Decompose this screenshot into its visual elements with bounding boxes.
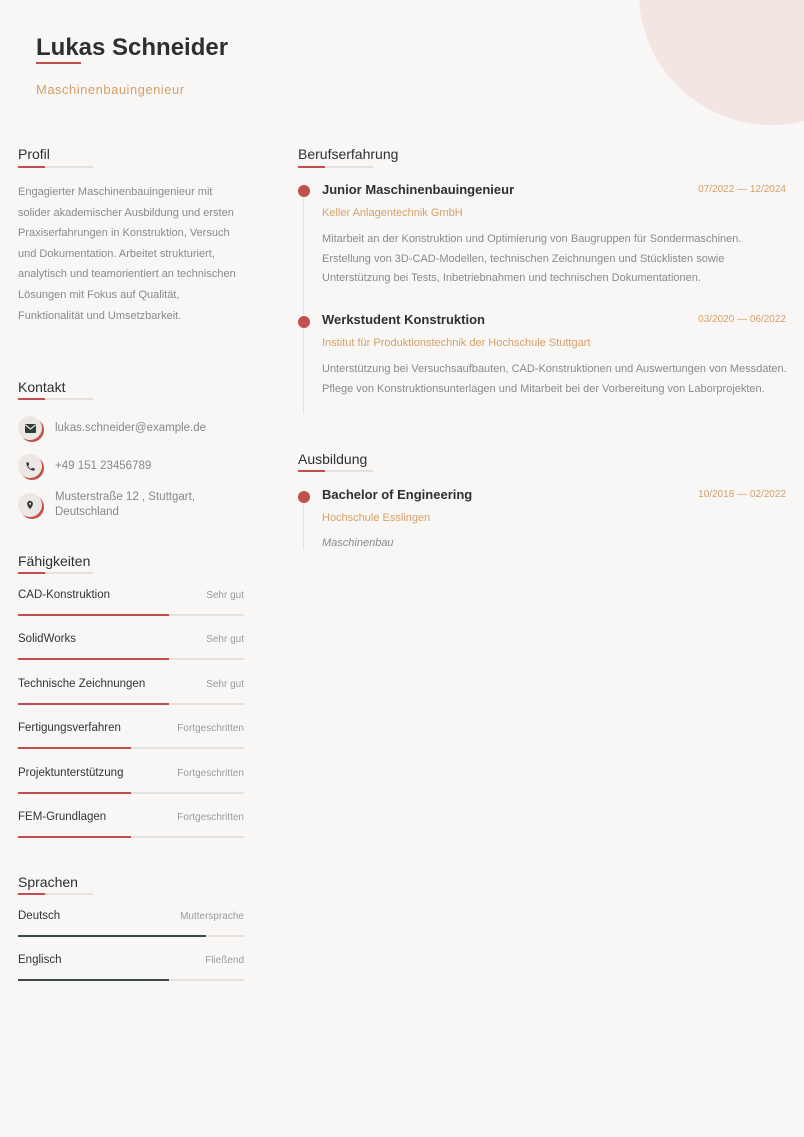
section-title-education: Ausbildung — [298, 451, 368, 467]
section-title-profile: Profil — [18, 146, 50, 162]
education-date: 10/2018 — 02/2022 — [698, 489, 786, 500]
contact-address — [18, 490, 195, 520]
section-title-experience: Berufserfahrung — [298, 146, 399, 162]
address-text — [55, 490, 195, 520]
skill-level: Sehr gut — [206, 590, 244, 601]
section-rule — [18, 166, 93, 168]
skill-bar-track — [18, 658, 244, 660]
section-title-languages: Sprachen — [18, 874, 78, 890]
language-bar-fill — [18, 979, 169, 981]
section-title-skills: Fähigkeiten — [18, 553, 91, 569]
contact-email — [18, 416, 206, 440]
skill-name: CAD-Konstruktion — [18, 589, 111, 601]
email-text[interactable]: lukas.schneider@example.de — [55, 421, 207, 434]
skill-item — [18, 633, 244, 660]
education-field: Maschinenbau — [322, 537, 394, 549]
skill-item — [18, 722, 244, 749]
skill-bar-fill — [18, 836, 131, 838]
skill-name: Technische Zeichnungen — [18, 678, 146, 690]
education-school: Hochschule Esslingen — [322, 512, 431, 524]
language-item — [18, 910, 244, 937]
experience-description: Unterstützung bei Versuchsaufbauten, CAD-Konstruktionen und Auswertungen von Messdaten. Pflege von Konstruktionsunterlagen und Mitarbeit bei der Vorbereitung von Laborprojekten. — [322, 363, 787, 395]
language-bar-track — [18, 979, 244, 981]
skill-level: Fortgeschritten — [177, 812, 244, 823]
experience-title: Junior Maschinenbauingenieur — [322, 182, 515, 197]
education-degree: Bachelor of Engineering — [322, 487, 473, 502]
experience-company: Institut für Produktionstechnik der Hochschule Stuttgart — [322, 337, 591, 349]
section-rule — [18, 398, 93, 400]
skill-name: Projektunterstützung — [18, 767, 124, 779]
skill-item — [18, 678, 244, 705]
skill-level: Sehr gut — [206, 634, 244, 645]
language-item — [18, 954, 244, 981]
skill-name: SolidWorks — [18, 633, 76, 645]
skill-name: FEM-Grundlagen — [18, 811, 107, 823]
section-rule — [298, 166, 373, 168]
skill-bar-track — [18, 747, 244, 749]
skill-level: Fortgeschritten — [177, 768, 244, 779]
timeline-line — [303, 500, 304, 550]
skill-item — [18, 811, 244, 838]
skill-name: Fertigungsverfahren — [18, 722, 121, 734]
skill-bar-track — [18, 703, 244, 705]
email-icon — [18, 416, 42, 440]
language-bar-track — [18, 935, 244, 937]
candidate-name: Lukas Schneider — [36, 34, 229, 61]
language-name: Deutsch — [18, 910, 61, 922]
language-level: Fließend — [205, 955, 244, 966]
experience-company: Keller Anlagentechnik GmbH — [322, 207, 463, 219]
timeline-dot — [298, 185, 310, 197]
timeline-line — [303, 196, 304, 414]
section-rule — [18, 893, 93, 895]
address-line-1: Musterstraße 12 , Stuttgart, — [55, 491, 195, 503]
skill-item — [18, 767, 244, 794]
decorative-circle — [639, 0, 804, 125]
skill-bar-fill — [18, 792, 131, 794]
language-level: Muttersprache — [180, 911, 244, 922]
skill-bar-fill — [18, 614, 169, 616]
address-line-2: Deutschland — [55, 506, 119, 518]
experience-title: Werkstudent Konstruktion — [322, 312, 485, 327]
skill-level: Sehr gut — [206, 679, 244, 690]
job-title: Maschinenbauingenieur — [36, 82, 185, 97]
skill-item — [18, 589, 244, 616]
name-underline — [36, 62, 81, 64]
skill-level: Fortgeschritten — [177, 723, 244, 734]
phone-icon — [18, 454, 42, 478]
experience-description: Mitarbeit an der Konstruktion und Optimierung von Baugruppen für Sondermaschinen. Erstellung von 3D-CAD-Modellen, technischen Zeichnungen und Stücklisten sowie Unterstützung bei Tests, Inbetriebnahmen und technischen Dokumentationen. — [322, 233, 742, 284]
experience-date: 07/2022 — 12/2024 — [698, 184, 786, 195]
timeline-dot — [298, 491, 310, 503]
skill-bar-fill — [18, 703, 169, 705]
timeline-dot — [298, 316, 310, 328]
location-pin-icon — [18, 493, 42, 517]
profile-text: Engagierter Maschinenbauingenieur mit solider akademischer Ausbildung und ersten Praxiserfahrungen in Konstruktion, Versuch und Dokumentation. Arbeitet strukturiert, analytisch und teamorientiert an technischen Lösungen mit Fokus auf Qualität, Funktionalität und Umsetzbarkeit. — [18, 186, 236, 322]
contact-phone — [18, 454, 151, 478]
language-bar-fill — [18, 935, 206, 937]
section-rule — [298, 470, 373, 472]
skill-bar-track — [18, 836, 244, 838]
skill-bar-track — [18, 614, 244, 616]
skill-bar-fill — [18, 658, 169, 660]
skill-bar-track — [18, 792, 244, 794]
section-rule — [18, 572, 93, 574]
skill-bar-fill — [18, 747, 131, 749]
experience-date: 03/2020 — 06/2022 — [698, 314, 786, 325]
section-title-contact: Kontakt — [18, 379, 66, 395]
language-name: Englisch — [18, 954, 62, 966]
phone-text[interactable]: +49 151 23456789 — [55, 459, 152, 472]
